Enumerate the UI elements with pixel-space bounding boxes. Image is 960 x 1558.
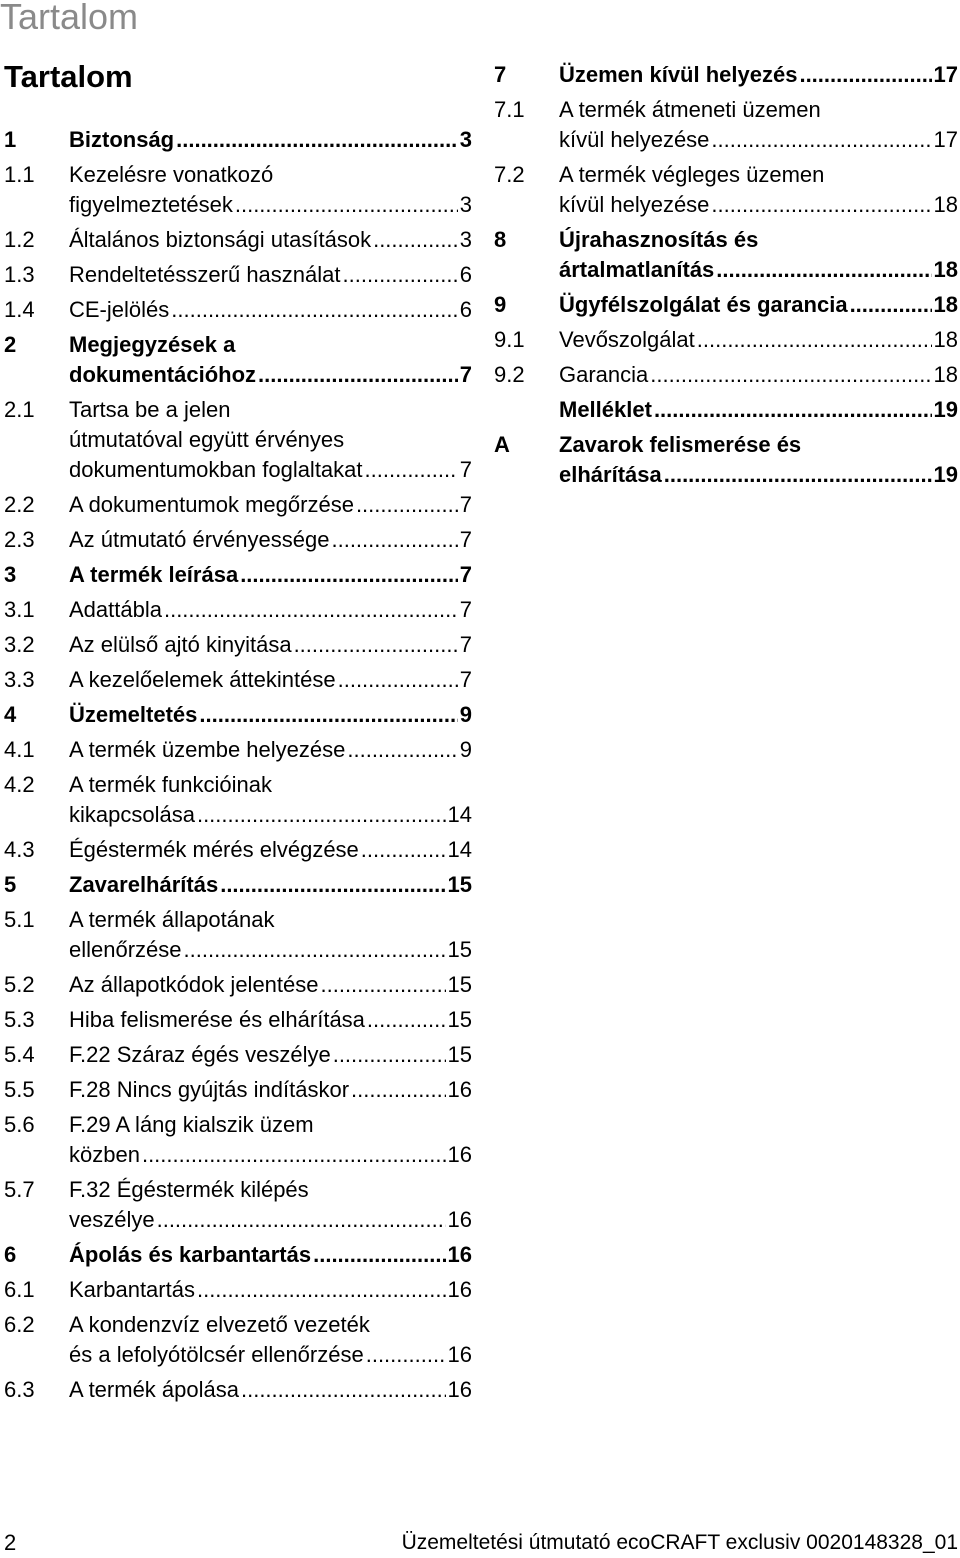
dot-leader bbox=[351, 1075, 445, 1105]
toc-entry-title-line: Zavarok felismerése és bbox=[559, 432, 802, 457]
toc-entry[interactable] bbox=[4, 665, 472, 695]
toc-entry-page: 16 bbox=[447, 1342, 472, 1367]
toc-entry[interactable] bbox=[494, 160, 958, 220]
toc-entry-number: 5.3 bbox=[4, 1007, 35, 1032]
toc-entry[interactable] bbox=[494, 430, 958, 490]
toc-entry-page: 18 bbox=[933, 257, 958, 282]
toc-entry-number: 2.2 bbox=[4, 492, 35, 517]
dot-leader bbox=[338, 665, 458, 695]
toc-entry-body bbox=[69, 905, 472, 965]
toc-entry-tail bbox=[69, 835, 472, 865]
dot-leader bbox=[199, 700, 457, 730]
toc-entry-page: 19 bbox=[933, 462, 958, 487]
toc-entry-page: 19 bbox=[933, 397, 958, 422]
toc-entry-tail bbox=[69, 360, 472, 390]
toc-entry-page: 3 bbox=[459, 127, 472, 152]
dot-leader bbox=[157, 1205, 446, 1235]
toc-entry-number: 1.3 bbox=[4, 262, 35, 287]
toc-column-right bbox=[494, 60, 958, 490]
toc-entry-title: veszélye bbox=[69, 1207, 155, 1232]
dot-leader bbox=[220, 870, 445, 900]
toc-entry-number: 5.2 bbox=[4, 972, 35, 997]
toc-entry-body bbox=[559, 360, 958, 390]
toc-entry[interactable] bbox=[4, 1275, 472, 1305]
toc-entry-tail bbox=[69, 800, 472, 830]
toc-entry-title-line: F.29 A láng kialszik üzem bbox=[69, 1112, 314, 1137]
toc-entry-page: 15 bbox=[447, 1007, 472, 1032]
toc-entry-number: 9 bbox=[494, 292, 507, 317]
toc-entry[interactable] bbox=[494, 60, 958, 90]
toc-entry-title: kikapcsolása bbox=[69, 802, 195, 827]
toc-entry[interactable] bbox=[4, 835, 472, 865]
toc-entry-title: Vevőszolgálat bbox=[559, 327, 695, 352]
toc-entry-number: 1.1 bbox=[4, 162, 35, 187]
toc-entry-body bbox=[69, 1310, 472, 1370]
toc-entry-title-line: A kondenzvíz elvezető vezeték bbox=[69, 1312, 370, 1337]
toc-entry-number: 4.1 bbox=[4, 737, 35, 762]
toc-entry[interactable] bbox=[4, 630, 472, 660]
toc-entry-number: 7 bbox=[494, 62, 507, 87]
toc-entry[interactable] bbox=[4, 1175, 472, 1235]
toc-entry-body bbox=[559, 395, 958, 425]
toc-entry-page: 15 bbox=[447, 972, 472, 997]
toc-entry-page: 16 bbox=[447, 1142, 472, 1167]
toc-entry-body bbox=[69, 525, 472, 555]
dot-leader bbox=[664, 460, 932, 490]
toc-entry[interactable] bbox=[4, 225, 472, 255]
toc-entry-number: 5.5 bbox=[4, 1077, 35, 1102]
toc-entry-body bbox=[69, 665, 472, 695]
toc-entry-title: kívül helyezése bbox=[559, 192, 710, 217]
toc-entry-tail bbox=[69, 595, 472, 625]
toc-entry-title: dokumentációhoz bbox=[69, 362, 257, 387]
toc-entry-tail bbox=[69, 935, 472, 965]
toc-entry-number: 6.1 bbox=[4, 1277, 35, 1302]
toc-entry[interactable] bbox=[4, 870, 472, 900]
toc-entry[interactable] bbox=[4, 1075, 472, 1105]
toc-entry-title: Az állapotkódok jelentése bbox=[69, 972, 319, 997]
toc-entry-body bbox=[69, 1375, 472, 1405]
dot-leader bbox=[331, 525, 457, 555]
dot-leader bbox=[235, 190, 458, 220]
toc-entry-body bbox=[69, 225, 472, 255]
toc-entry[interactable] bbox=[4, 770, 472, 830]
toc-entry-body bbox=[69, 700, 472, 730]
toc-entry-number: 1 bbox=[4, 127, 17, 152]
toc-entry-page: 7 bbox=[459, 667, 472, 692]
toc-entry-title-line: Kezelésre vonatkozó bbox=[69, 162, 274, 187]
toc-entry-title-line: A termék végleges üzemen bbox=[559, 162, 825, 187]
toc-entry-tail bbox=[559, 125, 958, 155]
dot-leader bbox=[711, 125, 931, 155]
toc-entry-page: 9 bbox=[459, 702, 472, 727]
toc-entry-body bbox=[69, 835, 472, 865]
toc-entry-page: 14 bbox=[447, 802, 472, 827]
toc-entry-number: 5.6 bbox=[4, 1112, 35, 1137]
toc-entry-title-line: F.32 Égéstermék kilépés bbox=[69, 1177, 309, 1202]
toc-entry-body bbox=[69, 870, 472, 900]
toc-entry-title: A termék üzembe helyezése bbox=[69, 737, 346, 762]
toc-entry-page: 18 bbox=[933, 327, 958, 352]
toc-entry-body bbox=[69, 1075, 472, 1105]
dot-leader bbox=[716, 255, 931, 285]
toc-entry-page: 16 bbox=[447, 1242, 472, 1267]
toc-entry-page: 7 bbox=[459, 562, 472, 587]
toc-entry-tail bbox=[69, 455, 472, 485]
toc-entry[interactable] bbox=[494, 395, 958, 425]
toc-entry-number: 7.1 bbox=[494, 97, 525, 122]
toc-entry-tail bbox=[69, 1275, 472, 1305]
toc-entry-page: 16 bbox=[447, 1207, 472, 1232]
toc-entry-tail bbox=[69, 560, 472, 590]
toc-entry-title-line: A termék állapotának bbox=[69, 907, 275, 932]
toc-entry-title: A termék ápolása bbox=[69, 1377, 239, 1402]
dot-leader bbox=[321, 970, 446, 1000]
dot-leader bbox=[197, 1275, 446, 1305]
toc-entry-title: F.28 Nincs gyújtás indításkor bbox=[69, 1077, 350, 1102]
toc-entry-number: 4 bbox=[4, 702, 17, 727]
toc-entry-body bbox=[69, 1275, 472, 1305]
toc-entry-number: 5.1 bbox=[4, 907, 35, 932]
page-title: Tartalom bbox=[4, 59, 133, 94]
toc-entry-tail bbox=[559, 395, 958, 425]
toc-entry-number: 5.4 bbox=[4, 1042, 35, 1067]
toc-entry[interactable] bbox=[4, 1375, 472, 1405]
toc-entry-body bbox=[69, 630, 472, 660]
toc-entry-tail bbox=[559, 325, 958, 355]
dot-leader bbox=[197, 800, 446, 830]
toc-entry-title: Garancia bbox=[559, 362, 649, 387]
toc-entry-body bbox=[69, 160, 472, 220]
dot-leader bbox=[333, 1040, 446, 1070]
toc-entry-number: 3 bbox=[4, 562, 17, 587]
dot-leader bbox=[343, 260, 458, 290]
dot-leader bbox=[347, 735, 457, 765]
toc-entry-title: A termék leírása bbox=[69, 562, 239, 587]
toc-entry-page: 18 bbox=[933, 292, 958, 317]
toc-entry[interactable] bbox=[4, 160, 472, 220]
toc-entry-title: Az útmutató érvényessége bbox=[69, 527, 330, 552]
toc-entry-page: 16 bbox=[447, 1077, 472, 1102]
toc-entry[interactable] bbox=[4, 700, 472, 730]
toc-entry-number: 3.2 bbox=[4, 632, 35, 657]
toc-entry-title-line: Újrahasznosítás és bbox=[559, 227, 759, 252]
toc-entry[interactable] bbox=[4, 1110, 472, 1170]
toc-entry[interactable] bbox=[4, 260, 472, 290]
toc-entry-page: 16 bbox=[447, 1377, 472, 1402]
toc-entry-title-line: Megjegyzések a bbox=[69, 332, 236, 357]
toc-entry-page: 17 bbox=[933, 127, 958, 152]
toc-entry-title: Az elülső ajtó kinyitása bbox=[69, 632, 292, 657]
toc-entry-tail bbox=[559, 360, 958, 390]
toc-entry-tail bbox=[69, 870, 472, 900]
toc-entry-number: 2 bbox=[4, 332, 17, 357]
toc-entry-number: 6.2 bbox=[4, 1312, 35, 1337]
toc-entry[interactable] bbox=[494, 325, 958, 355]
toc-entry-tail bbox=[69, 700, 472, 730]
toc-entry[interactable] bbox=[494, 225, 958, 285]
dot-leader bbox=[365, 455, 458, 485]
toc-entry-title: F.22 Száraz égés veszélye bbox=[69, 1042, 331, 1067]
toc-entry-number: 6 bbox=[4, 1242, 17, 1267]
toc-entry-title-line: Tartsa be a jelen bbox=[69, 397, 231, 422]
toc-entry-number: 7.2 bbox=[494, 162, 525, 187]
toc-entry-title: Ápolás és karbantartás bbox=[69, 1242, 312, 1267]
dot-leader bbox=[258, 360, 458, 390]
toc-entry-number: 6.3 bbox=[4, 1377, 35, 1402]
toc-entry-page: 3 bbox=[459, 192, 472, 217]
dot-leader bbox=[654, 395, 932, 425]
dot-leader bbox=[313, 1240, 445, 1270]
toc-entry-page: 16 bbox=[447, 1277, 472, 1302]
dot-leader bbox=[367, 1005, 446, 1035]
toc-entry-tail bbox=[69, 735, 472, 765]
toc-entry-title: Általános biztonsági utasítások bbox=[69, 227, 372, 252]
toc-entry-body bbox=[559, 290, 958, 320]
toc-entry[interactable] bbox=[4, 295, 472, 325]
toc-entry-tail bbox=[69, 1040, 472, 1070]
toc-entry-tail bbox=[69, 630, 472, 660]
toc-entry-number: 2.1 bbox=[4, 397, 35, 422]
toc-entry-body bbox=[69, 395, 472, 485]
toc-entry-tail bbox=[559, 255, 958, 285]
toc-entry-number: 1.2 bbox=[4, 227, 35, 252]
toc-entry-body bbox=[69, 1110, 472, 1170]
toc-entry[interactable] bbox=[4, 395, 472, 485]
toc-entry-body bbox=[559, 430, 958, 490]
toc-entry-title: Üzemen kívül helyezés bbox=[559, 62, 798, 87]
toc-entry-body bbox=[69, 770, 472, 830]
toc-entry-title: Adattábla bbox=[69, 597, 162, 622]
toc-entry-title: A dokumentumok megőrzése bbox=[69, 492, 354, 517]
toc-entry-page: 9 bbox=[459, 737, 472, 762]
toc-entry-tail bbox=[69, 525, 472, 555]
toc-entry-tail bbox=[69, 1375, 472, 1405]
toc-entry-title: ártalmatlanítás bbox=[559, 257, 715, 282]
toc-entry-page: 15 bbox=[447, 1042, 472, 1067]
toc-entry-title: Égéstermék mérés elvégzése bbox=[69, 837, 359, 862]
dot-leader bbox=[184, 935, 446, 965]
toc-entry-body bbox=[69, 1240, 472, 1270]
toc-entry-title: CE-jelölés bbox=[69, 297, 170, 322]
toc-entry-number: 1.4 bbox=[4, 297, 35, 322]
toc-entry-number: 8 bbox=[494, 227, 507, 252]
toc-entry-title: A kezelőelemek áttekintése bbox=[69, 667, 336, 692]
toc-entry-page: 7 bbox=[459, 457, 472, 482]
toc-entry-title: Hiba felismerése és elhárítása bbox=[69, 1007, 365, 1032]
dot-leader bbox=[176, 125, 458, 155]
toc-entry-title: dokumentumokban foglaltakat bbox=[69, 457, 363, 482]
toc-entry-tail bbox=[559, 60, 958, 90]
toc-entry-tail bbox=[69, 1205, 472, 1235]
toc-entry-tail bbox=[69, 1005, 472, 1035]
toc-entry-tail bbox=[559, 460, 958, 490]
toc-entry-page: 18 bbox=[933, 362, 958, 387]
toc-column-left bbox=[4, 125, 472, 1405]
toc-entry[interactable] bbox=[494, 290, 958, 320]
toc-entry-body bbox=[559, 160, 958, 220]
toc-entry-title: és a lefolyótölcsér ellenőrzése bbox=[69, 1342, 364, 1367]
toc-entry-page: 7 bbox=[459, 362, 472, 387]
toc-entry-body bbox=[559, 60, 958, 90]
toc-entry-page: 17 bbox=[933, 62, 958, 87]
toc-entry-body bbox=[69, 735, 472, 765]
toc-entry[interactable] bbox=[4, 1040, 472, 1070]
dot-leader bbox=[373, 225, 458, 255]
toc-entry-tail bbox=[69, 190, 472, 220]
toc-entry-body bbox=[69, 1040, 472, 1070]
toc-entry-title: elhárítása bbox=[559, 462, 662, 487]
dot-leader bbox=[356, 490, 458, 520]
toc-entry-tail bbox=[69, 125, 472, 155]
footer-page-number: 2 bbox=[4, 1530, 17, 1555]
toc-entry-body bbox=[559, 325, 958, 355]
toc-entry-tail bbox=[69, 260, 472, 290]
toc-entry[interactable] bbox=[4, 560, 472, 590]
toc-entry-page: 7 bbox=[459, 527, 472, 552]
dot-leader bbox=[361, 835, 446, 865]
toc-entry[interactable] bbox=[4, 525, 472, 555]
toc-entry-body bbox=[69, 260, 472, 290]
toc-entry[interactable] bbox=[4, 905, 472, 965]
toc-entry-title: Karbantartás bbox=[69, 1277, 195, 1302]
toc-entry-number: 3.1 bbox=[4, 597, 35, 622]
toc-entry-page: 15 bbox=[447, 937, 472, 962]
toc-entry-tail bbox=[69, 1075, 472, 1105]
toc-entry-body bbox=[69, 330, 472, 390]
toc-entry-body bbox=[559, 225, 958, 285]
toc-entry-page: 3 bbox=[459, 227, 472, 252]
toc-entry-body bbox=[69, 595, 472, 625]
toc-entry-body bbox=[69, 490, 472, 520]
toc-entry-page: 7 bbox=[459, 492, 472, 517]
toc-entry-title: Ügyfélszolgálat és garancia bbox=[559, 292, 848, 317]
toc-entry-tail bbox=[69, 225, 472, 255]
toc-entry[interactable] bbox=[4, 490, 472, 520]
toc-entry-number: 2.3 bbox=[4, 527, 35, 552]
dot-leader bbox=[799, 60, 931, 90]
dot-leader bbox=[850, 290, 932, 320]
toc-entry-title: Zavarelhárítás bbox=[69, 872, 219, 897]
toc-entry-number: 3.3 bbox=[4, 667, 35, 692]
toc-entry-tail bbox=[69, 1340, 472, 1370]
dot-leader bbox=[171, 295, 457, 325]
toc-entry-page: 6 bbox=[459, 262, 472, 287]
toc-entry-number: 5.7 bbox=[4, 1177, 35, 1202]
toc-entry-title: Rendeltetésszerű használat bbox=[69, 262, 341, 287]
toc-entry-title: Biztonság bbox=[69, 127, 175, 152]
toc-entry-number: 4.3 bbox=[4, 837, 35, 862]
toc-entry-tail bbox=[69, 1140, 472, 1170]
toc-entry-tail bbox=[559, 290, 958, 320]
toc-entry-title-line: A termék átmeneti üzemen bbox=[559, 97, 821, 122]
dot-leader bbox=[142, 1140, 446, 1170]
toc-entry[interactable] bbox=[4, 125, 472, 155]
toc-entry-title: Üzemeltetés bbox=[69, 702, 198, 727]
toc-entry-body bbox=[69, 125, 472, 155]
dot-leader bbox=[366, 1340, 446, 1370]
toc-entry-page: 14 bbox=[447, 837, 472, 862]
running-head: Tartalom bbox=[0, 0, 139, 37]
toc-entry-title-line: A termék funkcióinak bbox=[69, 772, 272, 797]
toc-entry-body bbox=[69, 295, 472, 325]
toc-entry-title: közben bbox=[69, 1142, 140, 1167]
toc-entry-page: 7 bbox=[459, 597, 472, 622]
toc-entry-title: ellenőrzése bbox=[69, 937, 182, 962]
toc-entry-page: 18 bbox=[933, 192, 958, 217]
toc-entry[interactable] bbox=[4, 1005, 472, 1035]
toc-entry-page: 6 bbox=[459, 297, 472, 322]
toc-entry[interactable] bbox=[4, 595, 472, 625]
toc-entry-title: figyelmeztetések bbox=[69, 192, 233, 217]
toc-entry-body bbox=[69, 1175, 472, 1235]
dot-leader bbox=[650, 360, 931, 390]
toc-entry-page: 7 bbox=[459, 632, 472, 657]
toc-entry-tail bbox=[559, 190, 958, 220]
toc-entry-title-line: útmutatóval együtt érvényes bbox=[69, 427, 345, 452]
toc-entry-title: kívül helyezése bbox=[559, 127, 710, 152]
dot-leader bbox=[294, 630, 458, 660]
toc-entry-body bbox=[69, 970, 472, 1000]
dot-leader bbox=[241, 1375, 446, 1405]
footer-document-info: Üzemeltetési útmutató ecoCRAFT exclusiv 0020148328_01 bbox=[401, 1531, 958, 1554]
toc-entry[interactable] bbox=[4, 330, 472, 390]
dot-leader bbox=[697, 325, 932, 355]
toc-entry[interactable] bbox=[4, 1310, 472, 1370]
toc-entry-number: 5 bbox=[4, 872, 17, 897]
dot-leader bbox=[240, 560, 458, 590]
toc-entry[interactable] bbox=[494, 95, 958, 155]
toc-entry[interactable] bbox=[4, 970, 472, 1000]
toc-entry-body bbox=[69, 1005, 472, 1035]
toc-entry-title: Melléklet bbox=[559, 397, 652, 422]
toc-entry-tail bbox=[69, 295, 472, 325]
toc-entry-tail bbox=[69, 490, 472, 520]
toc-entry[interactable] bbox=[494, 360, 958, 390]
toc-entry-body bbox=[559, 95, 958, 155]
toc-entry-number: 9.1 bbox=[494, 327, 525, 352]
toc-entry-number: A bbox=[494, 432, 510, 457]
toc-entry-page: 15 bbox=[447, 872, 472, 897]
toc-entry[interactable] bbox=[4, 1240, 472, 1270]
toc-entry-number: 9.2 bbox=[494, 362, 525, 387]
toc-entry[interactable] bbox=[4, 735, 472, 765]
toc-entry-tail bbox=[69, 665, 472, 695]
dot-leader bbox=[164, 595, 458, 625]
toc-entry-number: 4.2 bbox=[4, 772, 35, 797]
page-footer bbox=[0, 1528, 960, 1558]
toc-entry-body bbox=[69, 560, 472, 590]
toc-entry-tail bbox=[69, 1240, 472, 1270]
toc-entry-tail bbox=[69, 970, 472, 1000]
dot-leader bbox=[711, 190, 931, 220]
